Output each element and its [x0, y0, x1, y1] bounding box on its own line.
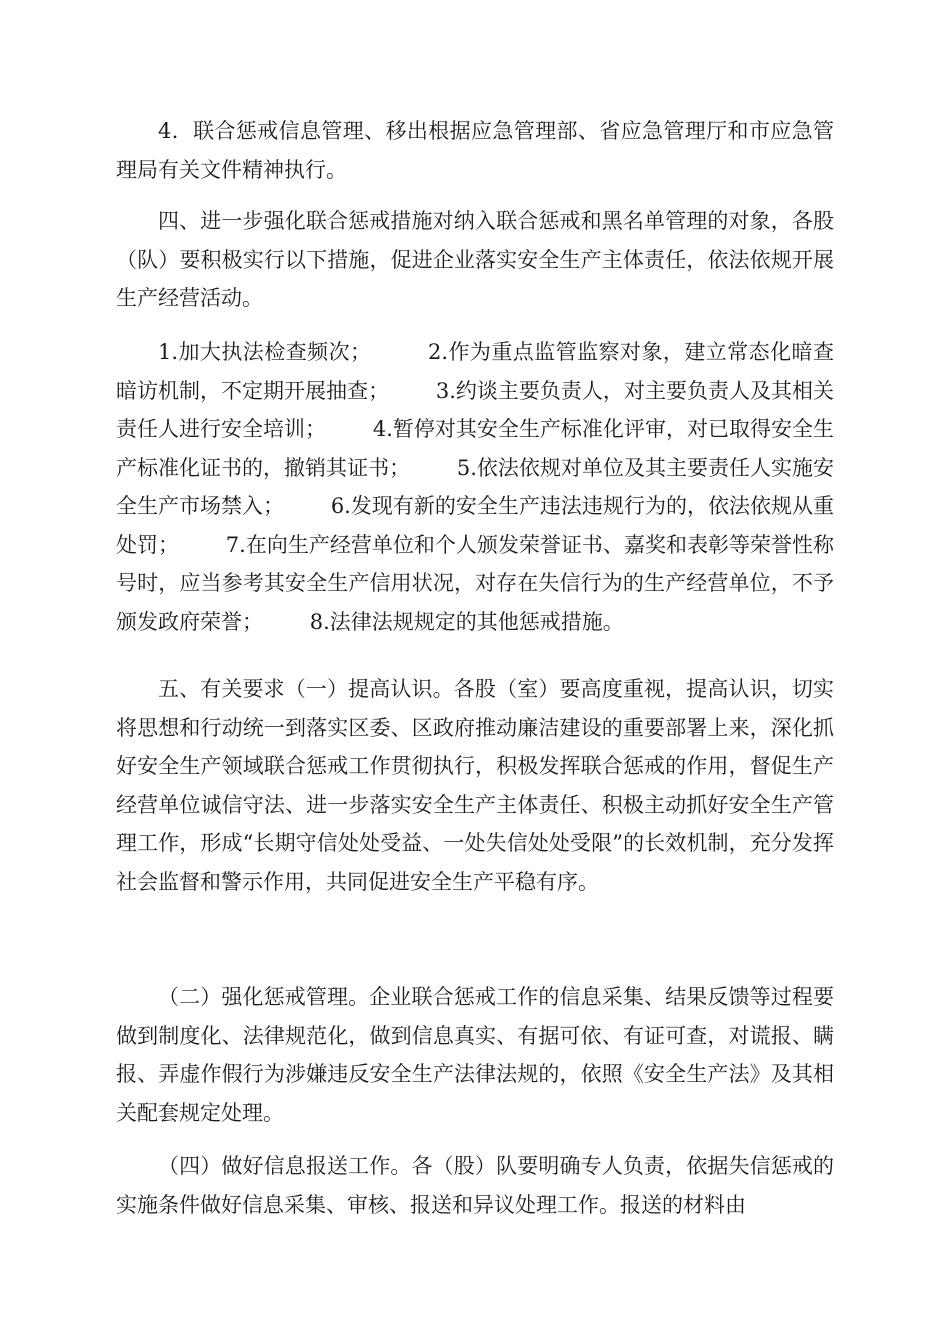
paragraph-measures-list: 1.加大执法检查频次； 2.作为重点监管监察对象，建立常态化暗查暗访机制，不定期开展抽查； 3.约谈主要负责人，对主要负责人及其相关责任人进行安全培训； 4.暂停对其安全生产标准化评审，对已取得安全生产标准化证书的，撤销其证书； 5.依法依规对单位及其主要责任人实施安全生产市场禁入； 6.发现有新的安全生产违法违规行为的，依法依规从重处罚； 7.在向生产经营单位和个人颁发荣誉证书、嘉奖和表彰等荣誉性称号时，应当参考其安全生产信用状况，对存在失信行为的生产经营单位，不予颁发政府荣誉； 8.法律法规规定的其他惩戒措施。: [116, 340, 834, 634]
paragraph-section-5-requirements: 五、有关要求（一）提高认识。各股（室）要高度重视，提高认识，切实将思想和行动统一到落实区委、区政府推动廉洁建设的重要部署上来，深化抓好安全生产领域联合惩戒工作贯彻执行，积极发挥联合惩戒的作用，督促生产经营单位诚信守法、进一步落实安全生产主体责任、积极主动抓好安全生产管理工作，形成“长期守信处处受益、一处失信处处受限”的长效机制，充分发挥社会监督和警示作用，共同促进安全生产平稳有序。: [116, 677, 834, 894]
paragraph-strengthen-management: （二）强化惩戒管理。企业联合惩戒工作的信息采集、结果反馈等过程要做到制度化、法律规范化，做到信息真实、有据可依、有证可查，对谎报、瞒报、弄虚作假行为涉嫌违反安全生产法律法规的，依照《安全生产法》及其相关配套规定处理。: [116, 985, 834, 1125]
paragraph-information-reporting: （四）做好信息报送工作。各（股）队要明确专人负责，依据失信惩戒的实施条件做好信息采集、审核、报送和异议处理工作。报送的材料由: [116, 1154, 834, 1217]
paragraph-section-4-punishment-measures: 四、进一步强化联合惩戒措施对纳入联合惩戒和黑名单管理的对象，各股（队）要积极实行以下措施，促进企业落实安全生产主体责任，依法依规开展生产经营活动。: [116, 209, 834, 310]
paragraph-item-4-exit-management: 4．联合惩戒信息管理、移出根据应急管理部、省应急管理厅和市应急管理局有关文件精神执行。: [116, 119, 834, 182]
